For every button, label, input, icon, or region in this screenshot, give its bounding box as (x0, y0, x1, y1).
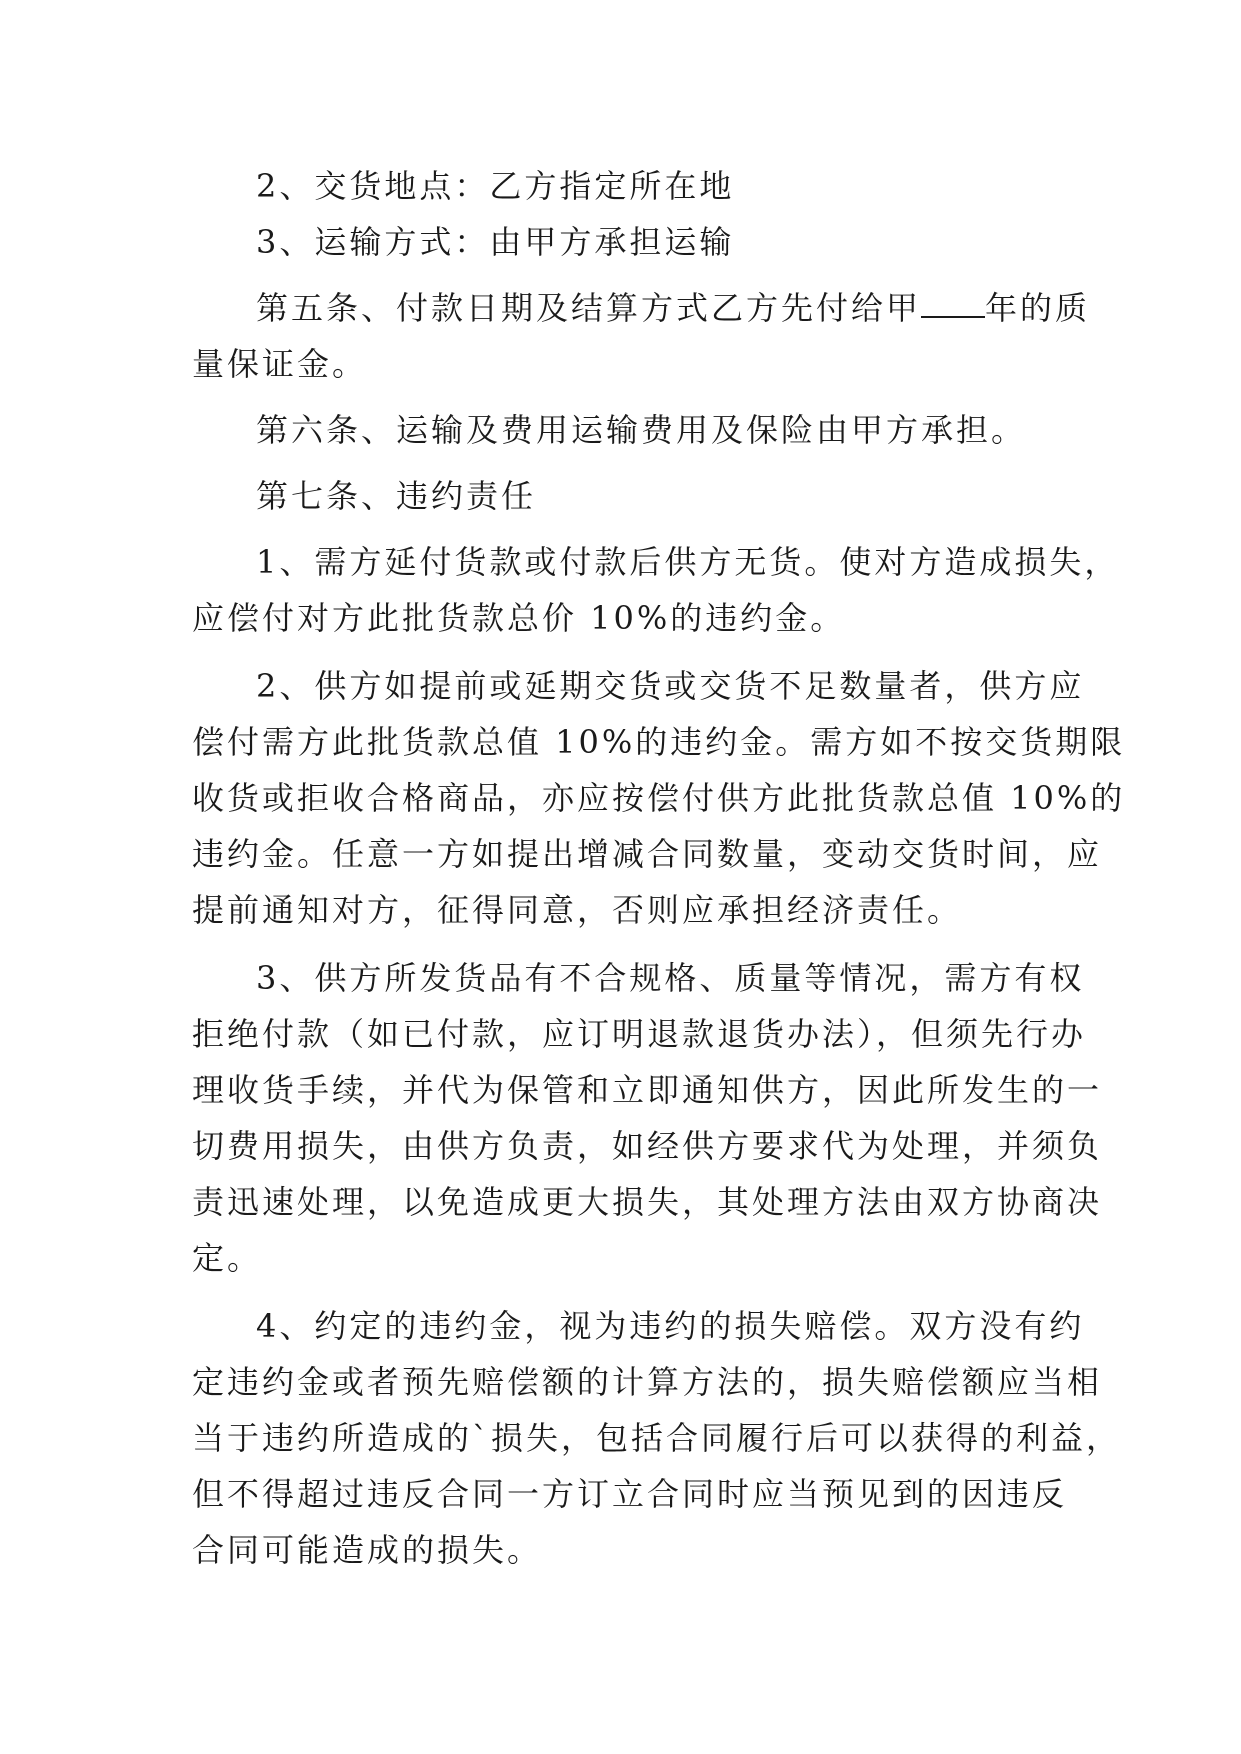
article-5-text-a: 第五条、付款日期及结算方式乙方先付给甲 (256, 289, 922, 327)
clause-3-line: 理收货手续，并代为保管和立即通知供方，因此所发生的一 (192, 1071, 1103, 1109)
clause-3-line: 切费用损失，由供方负责，如经供方要求代为处理，并须负 (192, 1127, 1103, 1165)
clause-4-line: 定违约金或者预先赔偿额的计算方法的，损失赔偿额应当相 (192, 1363, 1103, 1401)
clause-1-line: 应偿付对方此批货款总价 10%的违约金。 (192, 599, 846, 637)
paragraph-article-6: 第六条、运输及费用运输费用及保险由甲方承担。 (256, 411, 1027, 449)
paragraph-article-7-heading: 第七条、违约责任 (256, 477, 537, 515)
clause-4-line: 当于违约所造成的`损失，包括合同履行后可以获得的利益， (192, 1419, 1122, 1457)
clause-2-line: 2、供方如提前或延期交货或交货不足数量者，供方应 (256, 667, 1085, 705)
clause-3-line: 定。 (192, 1239, 263, 1277)
paragraph-clause-4 (192, 1298, 1122, 1578)
clause-2-line: 偿付需方此批货款总值 10%的违约金。需方如不按交货期限 (192, 723, 1126, 761)
clause-1-line: 1、需方延付货款或付款后供方无货。使对方造成损失， (256, 543, 1120, 581)
clause-3-line: 责迅速处理，以免造成更大损失，其处理方法由双方协商决 (192, 1183, 1103, 1221)
clause-3-line: 拒绝付款（如已付款，应订明退款退货办法），但须先行办 (192, 1015, 1087, 1053)
article-5-text-b: 年的质 (985, 289, 1091, 327)
blank-fill-line (921, 280, 985, 318)
clause-4-line: 但不得超过违反合同一方订立合同时应当预见到的因违反 (192, 1475, 1068, 1513)
clause-4-line: 4、约定的违约金，视为违约的损失赔偿。双方没有约 (256, 1307, 1085, 1345)
clause-3-line: 3、供方所发货品有不合规格、质量等情况，需方有权 (256, 959, 1085, 997)
paragraph-clause-2 (192, 658, 1126, 938)
paragraph-transport-method: 3、运输方式：由甲方承担运输 (256, 223, 735, 261)
document-body (192, 158, 1126, 1578)
clause-2-line: 提前通知对方，征得同意，否则应承担经济责任。 (192, 891, 963, 929)
paragraph-clause-3 (192, 950, 1103, 1286)
paragraph-article-5-line-1 (192, 280, 1091, 336)
clause-2-line: 收货或拒收合格商品，亦应按偿付供方此批货款总值 10%的 (192, 779, 1126, 817)
paragraph-delivery-location: 2、交货地点：乙方指定所在地 (256, 167, 735, 205)
clause-4-line: 合同可能造成的损失。 (192, 1531, 543, 1569)
clause-2-line: 违约金。任意一方如提出增减合同数量，变动交货时间，应 (192, 835, 1103, 873)
paragraph-article-5-line-2: 量保证金。 (192, 345, 368, 383)
paragraph-clause-1 (192, 534, 1120, 646)
